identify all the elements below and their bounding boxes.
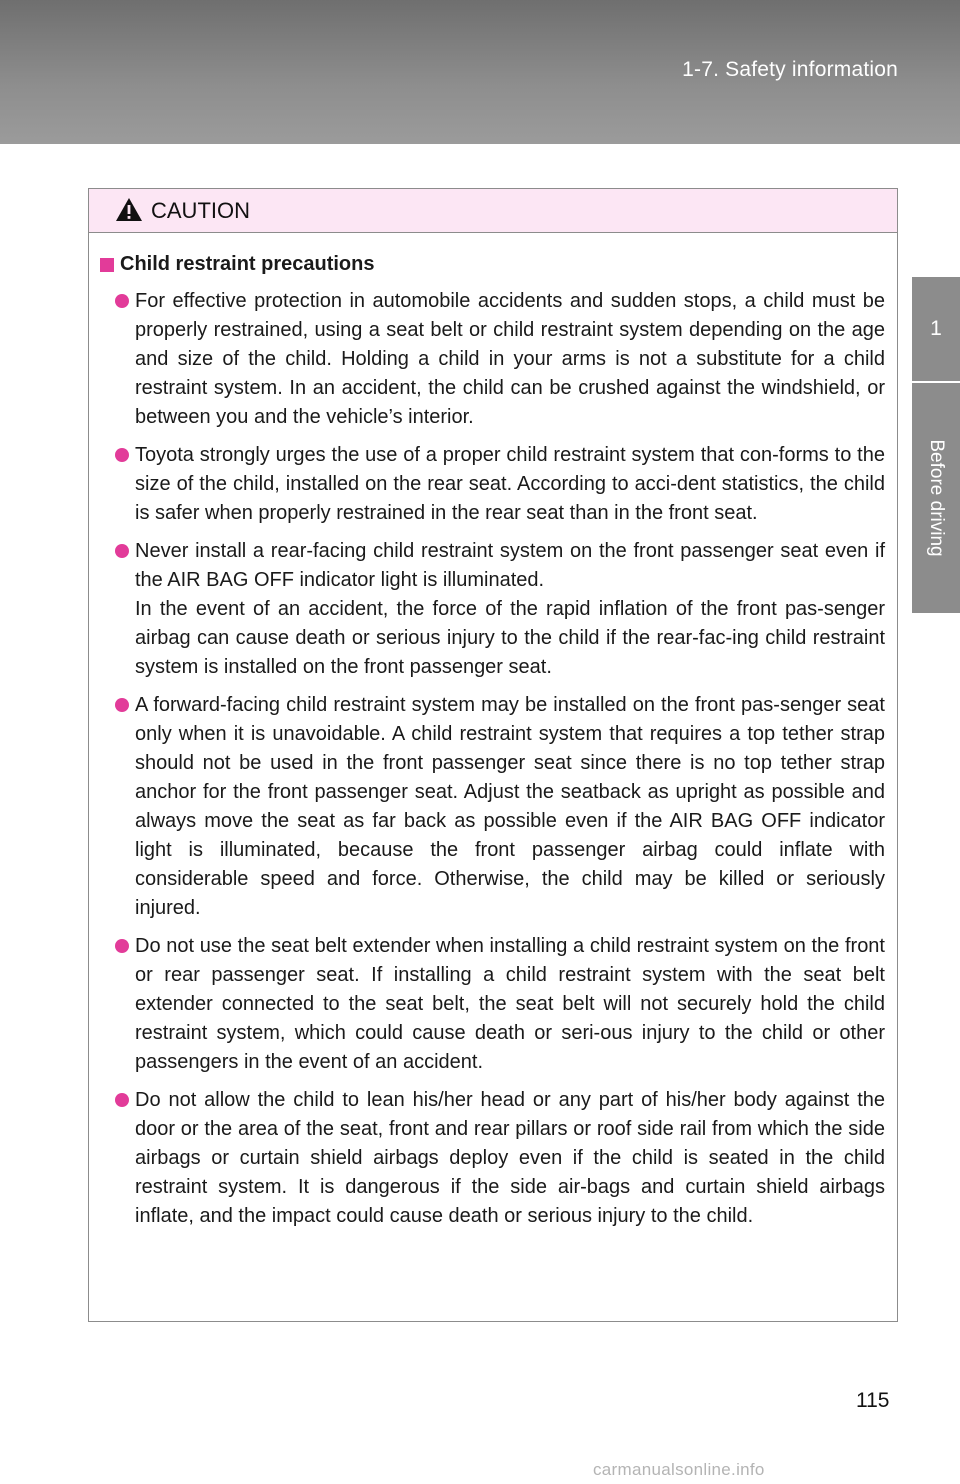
section-title: 1-7. Safety information [682,58,898,81]
caution-bullet [99,932,885,1077]
watermark[interactable]: carmanualsonline.info [593,1460,765,1479]
bullet-text: For effective protection in automobile accidents and sudden stops, a child must be properly restrained, using a seat belt or child restraint system depending on the age and size of the child. Holding a child in your arms is not a substitute for a child restraint system. In an accident, the child can be crushed against the windshield, or between you and the vehicle’s interior. [135,290,885,428]
caution-body [89,233,897,1231]
caution-label: CAUTION [151,197,250,223]
caution-bullet [99,287,885,432]
caution-box [88,188,898,1322]
caution-heading-text: Child restraint precautions [120,253,375,275]
caution-bullet [99,537,885,682]
circle-bullet-icon [115,698,129,712]
bullet-text: Never install a rear-facing child restraint system on the front passenger seat even if the AIR BAG OFF indicator light is illuminated. [135,540,885,591]
circle-bullet-icon [115,939,129,953]
bullet-text: Do not use the seat belt extender when installing a child restraint system on the front or rear passenger seat. If installing a child restraint system with the seat belt extender connected to the seat belt, the seat belt will not securely hold the child restraint system, which could cause death or seri-ous injury to the child or other passengers in the event of an accident. [135,935,885,1073]
top-header-band [0,0,960,144]
bullet-text: A forward-facing child restraint system may be installed on the front pas-senger seat only when it is unavoidable. A child restraint system that requires a top tether strap should not be used in the front passenger seat since there is no top tether strap anchor for the front passenger seat. Adjust the seatback as upright as possible and always move the seat as far back as possible even if the AIR BAG OFF indicator light is illuminated, because the front passenger airbag could inflate with considerable speed and force. Otherwise, the child may be killed or seriously injured. [135,694,885,919]
circle-bullet-icon [115,448,129,462]
circle-bullet-icon [115,544,129,558]
caution-bullet [99,691,885,923]
square-bullet-icon [100,258,114,272]
chapter-title-tab[interactable] [912,383,960,613]
caution-bullet [99,1086,885,1231]
chapter-number: 1 [930,317,942,340]
chapter-title: Before driving [926,439,947,557]
warning-triangle-icon [115,197,143,222]
bullet-text: Do not allow the child to lean his/her head or any part of his/her body against the door or the area of the seat, front and rear pillars or roof side rail from which the side airbags or curtain shield airbags deploy even if the child is seated in the child restraint system. It is dangerous if the side air-bags and curtain shield airbags inflate, and the impact could cause death or serious injury to the child. [135,1089,885,1227]
circle-bullet-icon [115,1093,129,1107]
caution-heading [99,253,885,276]
bullet-text: Toyota strongly urges the use of a proper child restraint system that con-forms to the size of the child, installed on the rear seat. According to acci-dent statistics, the child is safer when properly restrained in the rear seat than in the front seat. [135,444,885,524]
page-number: 115 [856,1389,890,1412]
circle-bullet-icon [115,294,129,308]
chapter-number-tab[interactable] [912,277,960,381]
caution-bullet [99,441,885,528]
bullet-text: In the event of an accident, the force of the rapid inflation of the front pas-senger airbag can cause death or serious injury to the child if the rear-fac-ing child restraint system is installed on the front passenger seat. [135,598,885,678]
caution-header [89,189,897,233]
